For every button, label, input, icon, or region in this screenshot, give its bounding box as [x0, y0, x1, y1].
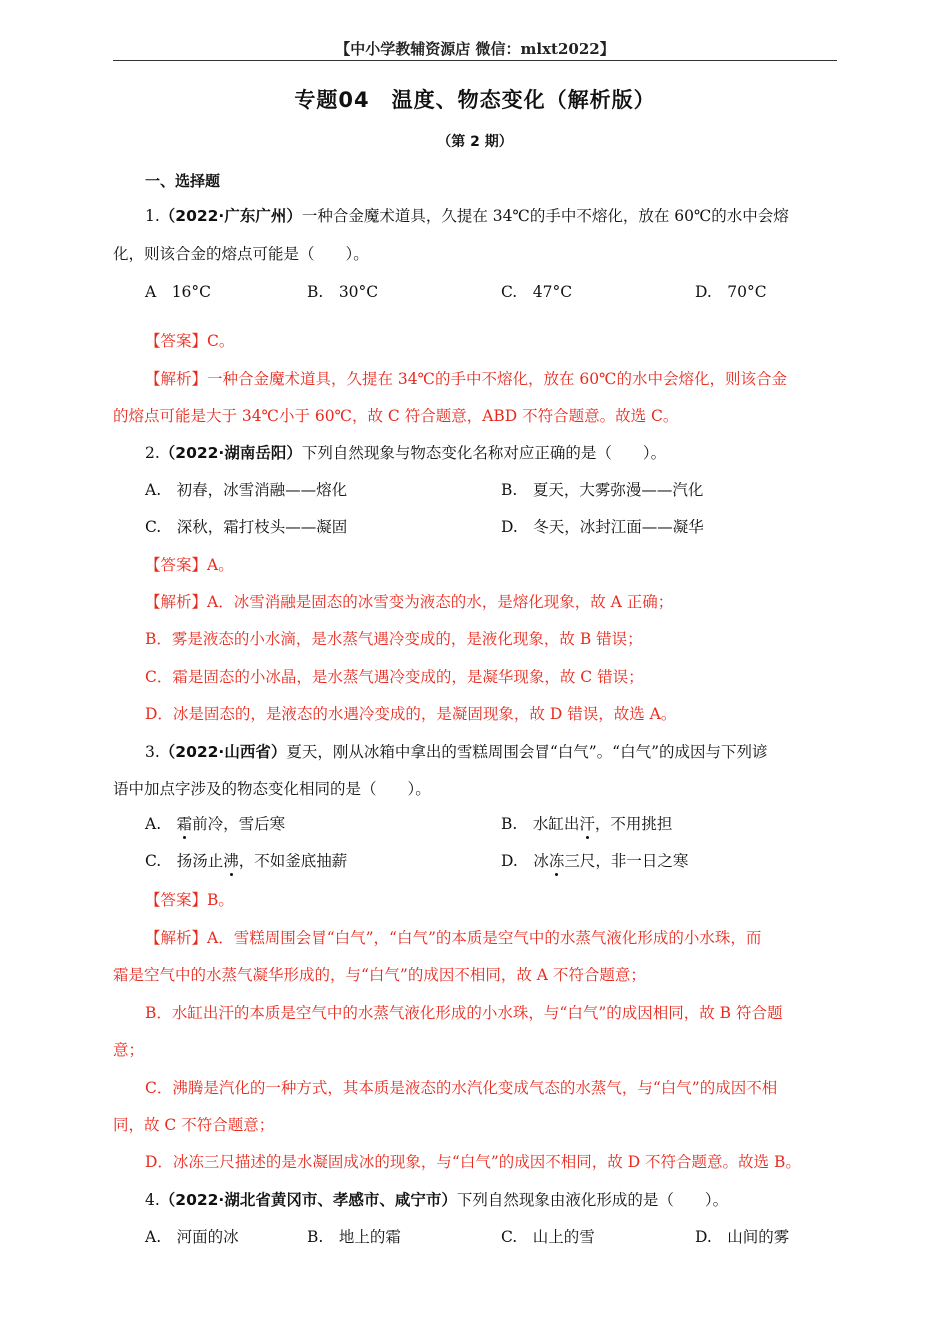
question-source: （2022·湖北省黄冈市、孝感市、咸宁市） [159, 1191, 457, 1209]
option-text-post: 三尺，非一日之寒 [564, 852, 689, 870]
question-2-stem [145, 442, 837, 464]
analysis-line: 霜是空气中的水蒸气凝华形成的，与“白气”的成因不相同，故 A 不符合题意； [113, 966, 646, 984]
analysis-line: 【解析】一种合金魔术道具，久提在 34℃的手中不熔化，放在 60℃的水中会熔化，则该合金 [145, 370, 787, 388]
option-d: D. 70°C [695, 283, 767, 301]
option-c: C. 深秋，霜打枝头——凝固 [145, 518, 348, 536]
analysis-line: 意； [113, 1041, 145, 1059]
question-4-stem [145, 1189, 837, 1211]
option-b [501, 813, 672, 835]
emphasis-dot-char: 冻 [548, 852, 565, 870]
document-title: 专题04 温度、物态变化（解析版） [294, 88, 656, 112]
answer: 【答案】A。 [145, 556, 234, 574]
analysis-line: 【解析】A．冰雪消融是固态的冰雪变为液态的水，是熔化现象，故 A 正确； [145, 593, 674, 611]
question-text: 一种合金魔术道具，久提在 34℃的手中不熔化，放在 60℃的水中会熔 [301, 207, 789, 225]
option-a: A. 河面的冰 [145, 1228, 239, 1246]
answer: 【答案】B。 [145, 891, 234, 909]
section-heading: 一、选择题 [145, 172, 221, 190]
question-1-stem [145, 205, 837, 227]
option-d: D. 山间的雾 [695, 1228, 790, 1246]
question-text: 下列自然现象与物态变化名称对应正确的是（ ）。 [301, 444, 667, 462]
analysis-line: D．冰是固态的，是液态的水遇冷变成的，是凝固现象，故 D 错误，故选 A。 [145, 705, 677, 723]
option-text-pre: 水缸出 [532, 815, 580, 833]
option-label: B. [501, 815, 518, 833]
emphasis-dot-char: 沸 [223, 852, 239, 870]
option-a: A. 初春，冰雪消融——熔化 [145, 481, 348, 499]
analysis-line: B．雾是液态的小水滴，是水蒸气遇冷变成的，是液化现象，故 B 错误； [145, 630, 643, 648]
option-label: A. [145, 815, 162, 833]
analysis-line: D．冰冻三尺描述的是水凝固成冰的现象，与“白气”的成因不相同，故 D 不符合题意。故选 B。 [145, 1153, 801, 1171]
emphasis-dot-char: 汗 [579, 815, 595, 833]
option-a [145, 813, 285, 835]
question-1-stem-cont: 化，则该合金的熔点可能是（ ）。 [113, 245, 369, 263]
option-b: B. 30°C [307, 283, 379, 301]
option-text-post: ，不用挑担 [594, 815, 673, 833]
option-a: A 16°C [145, 283, 212, 301]
question-source: （2022·湖南岳阳） [159, 444, 302, 462]
option-label: C. [145, 852, 162, 870]
option-b: B. 地上的霜 [307, 1228, 401, 1246]
question-3-stem [145, 741, 837, 763]
option-text-post: 前冷，雪后寒 [192, 815, 286, 833]
question-source: （2022·山西省） [159, 743, 287, 761]
analysis-line: C．霜是固态的小冰晶，是水蒸气遇冷变成的，是凝华现象，故 C 错误； [145, 668, 644, 686]
question-source: （2022·广东广州） [159, 207, 302, 225]
option-b: B. 夏天，大雾弥漫——汽化 [501, 481, 704, 499]
option-d: D. 冬天，冰封江面——凝华 [501, 518, 704, 536]
option-text-post: ，不如釜底抽薪 [238, 852, 348, 870]
option-text-pre: 扬汤止 [176, 852, 224, 870]
document-subtitle: （第 2 期） [437, 134, 513, 150]
header-divider [113, 60, 837, 61]
page-header: 【中小学教辅资源店 微信：mlxt2022】 [335, 40, 615, 58]
option-c [145, 850, 347, 872]
analysis-line: 【解析】A．雪糕周围会冒“白气”，“白气”的本质是空气中的水蒸气液化形成的小水珠，而 [145, 929, 762, 947]
question-text: 夏天，刚从冰箱中拿出的雪糕周围会冒“白气”。“白气”的成因与下列谚 [286, 743, 768, 761]
emphasis-dot-char: 霜 [176, 815, 193, 833]
option-c: C. 47°C [501, 283, 573, 301]
option-label: D. [501, 852, 518, 870]
analysis-line: C．沸腾是汽化的一种方式，其本质是液态的水汽化变成气态的水蒸气，与“白气”的成因不相 [145, 1079, 778, 1097]
question-number: 4. [145, 1191, 160, 1209]
question-number: 3. [145, 743, 160, 761]
question-text: 下列自然现象由液化形成的是（ ）。 [456, 1191, 729, 1209]
question-number: 2. [145, 444, 160, 462]
option-c: C. 山上的雪 [501, 1228, 595, 1246]
question-number: 1. [145, 207, 160, 225]
analysis-line: 同，故 C 不符合题意； [113, 1116, 275, 1134]
answer: 【答案】C。 [145, 332, 235, 350]
analysis-line: 的熔点可能是大于 34℃小于 60℃，故 C 符合题意，ABD 不符合题意。故选 C。 [113, 407, 679, 425]
analysis-line: B．水缸出汗的本质是空气中的水蒸气液化形成的小水珠，与“白气”的成因相同，故 B 符合题 [145, 1004, 783, 1022]
option-text-pre: 冰 [533, 852, 549, 870]
question-3-stem-cont: 语中加点字涉及的物态变化相同的是（ ）。 [113, 780, 431, 798]
option-d [501, 850, 688, 872]
